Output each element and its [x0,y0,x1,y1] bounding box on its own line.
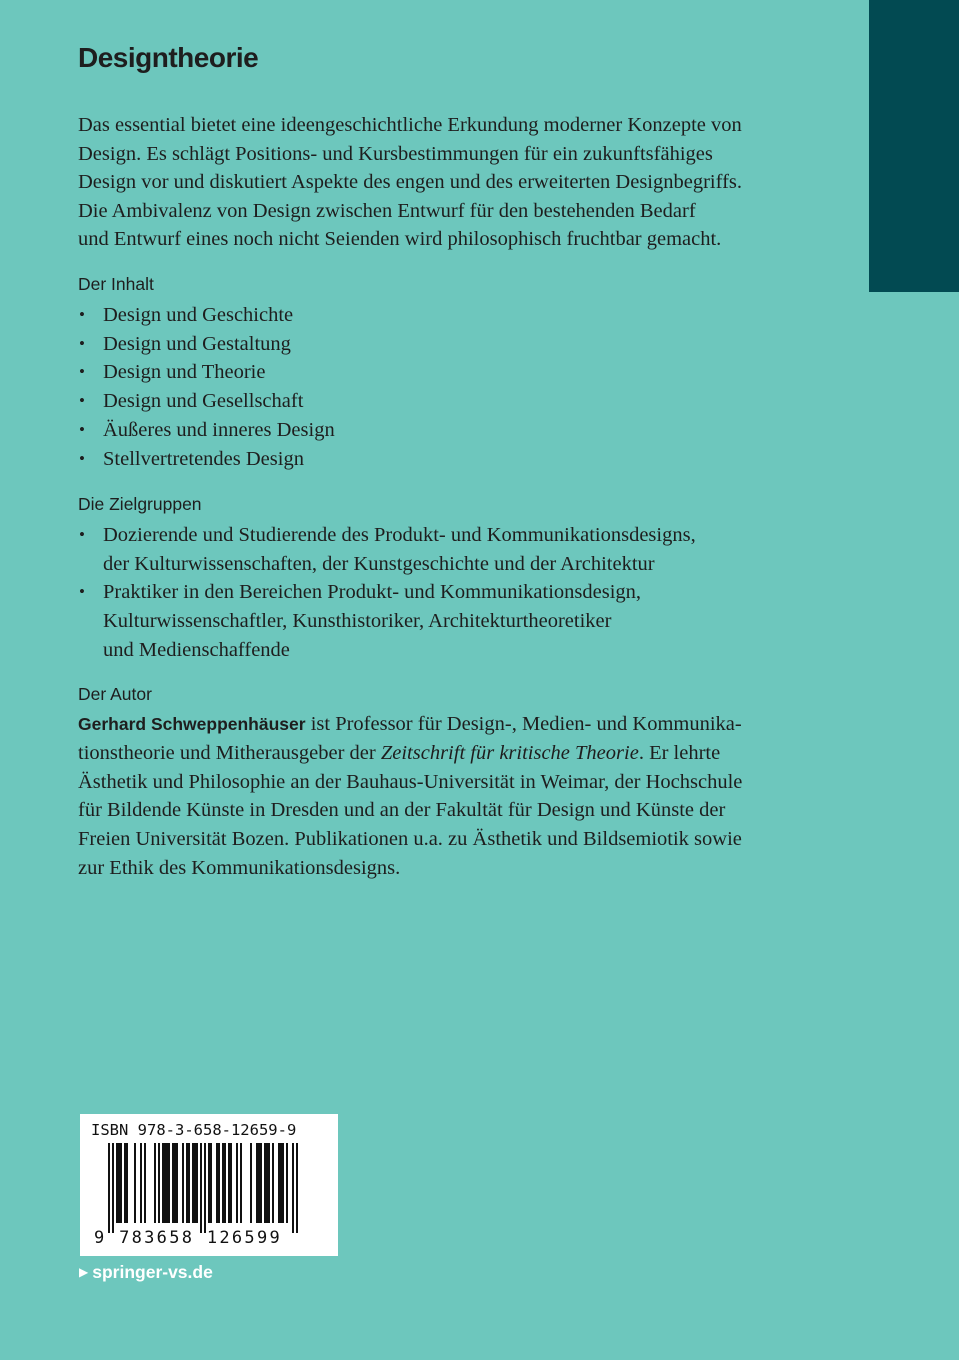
author-heading: Der Autor [78,684,152,704]
audience-item-line: der Kulturwissenschaften, der Kunstgeschichte und der Architektur [103,552,655,575]
barcode-bar [218,1143,220,1223]
author-bio-text: ist Professor für Design-, Medien- und Kommunika- [305,713,742,735]
contents-heading: Der Inhalt [78,274,154,294]
barcode-bar [116,1143,118,1223]
author-bio-line: zur Ethik des Kommunikationsdesigns. [78,856,401,879]
barcode-bar [120,1143,122,1223]
author-bio-line: Ästhetik und Philosophie an der Bauhaus-Universität in Weimar, der Hochschule [78,770,743,793]
description-line: und Entwurf eines noch nicht Seienden wird philosophisch fruchtbar gemacht. [78,228,722,251]
bullet-icon: • [79,448,85,468]
barcode-bar [230,1143,232,1223]
bullet-icon: • [79,525,85,544]
accent-bar [869,0,959,292]
author-name: Gerhard Schweppenhäuser [78,714,306,734]
audience-item-line: Dozierende und Studierende des Produkt- und Kommunikationsdesigns, [103,524,696,546]
barcode-bar [118,1143,120,1223]
barcode-bar [196,1143,198,1223]
barcode-bar [162,1143,164,1223]
audience-item [78,521,696,578]
barcode-bar [192,1143,194,1223]
barcode-bar [216,1143,218,1223]
book-description [78,111,798,254]
barcode-bar [292,1143,294,1233]
bullet-icon: • [79,362,85,382]
barcode-bar [236,1143,238,1223]
contents-item-text: Stellvertretendes Design [103,447,304,470]
barcode-bar [222,1143,224,1223]
contents-item-text: Äußeres und inneres Design [103,418,335,441]
author-bio-line: für Bildende Künste in Dresden und an der Fakultät für Design und Künste der [78,799,726,822]
barcode-bar [268,1143,270,1223]
description-line: Das essential bietet eine ideengeschichtliche Erkundung moderner Konzepte von [78,114,742,136]
audience-item [78,578,696,664]
barcode-bar [186,1143,188,1223]
audience-list [78,521,696,665]
contents-item [78,330,335,359]
contents-item [78,416,335,445]
bullet-icon: • [79,419,85,439]
barcode-bar [264,1143,266,1223]
bullet-icon: • [79,582,85,602]
barcode-bar [278,1143,280,1223]
author-bio-line: Freien Universität Bozen. Publikationen u.a. zu Ästhetik und Bildsemiotik sowie [78,828,742,851]
barcode-bar [174,1143,176,1223]
barcode-bar [154,1143,156,1223]
barcode-bar [172,1143,174,1223]
audience-heading: Die Zielgruppen [78,494,202,514]
author-bio-text: tionstheorie und Mitherausgeber der [78,741,381,764]
publisher-website[interactable] [79,1262,213,1283]
contents-item-text: Design und Geschichte [103,304,294,326]
bullet-icon: • [79,305,85,324]
barcode-bar [188,1143,190,1223]
barcode-bar [140,1143,142,1223]
barcode-bar [256,1143,258,1223]
barcode-bar [208,1143,210,1223]
barcode-bar [200,1143,202,1233]
isbn-barcode [80,1114,338,1256]
barcode-bar [176,1143,178,1223]
barcode-bar [286,1143,288,1223]
barcode-bar [126,1143,128,1223]
barcode-bar [144,1143,146,1223]
website-text: springer-vs.de [92,1262,213,1282]
bullet-icon: • [79,333,85,353]
barcode-bar [240,1143,242,1223]
author-bio-line [78,710,798,739]
barcode-bar [134,1143,136,1223]
contents-item-text: Design und Gestaltung [103,332,291,355]
barcode-bar [224,1143,226,1223]
journal-title: Zeitschrift für kritische Theorie [380,741,639,764]
contents-item-text: Design und Gesellschaft [103,390,304,413]
barcode-bar [266,1143,268,1223]
barcode-bar [164,1143,166,1223]
description-line: Design. Es schlägt Positions- und Kursbestimmungen für ein zukunftsfähiges [78,142,713,165]
description-line: Design vor und diskutiert Aspekte des engen und des erweiterten Designbegriffs. [78,171,743,194]
barcode-bar [250,1143,252,1223]
barcode-bar [260,1143,262,1223]
barcode-bar [204,1143,206,1233]
barcode-bar [112,1143,114,1233]
contents-item [78,387,335,416]
barcode-bar [280,1143,282,1223]
audience-item-line: und Medienschaffende [103,638,290,661]
barcode-bar [166,1143,168,1223]
barcode-bar [168,1143,170,1223]
barcode-bars [108,1143,313,1233]
contents-item [78,445,335,474]
contents-item [78,301,335,330]
ean-digits: 9 783658 126599 [94,1228,283,1248]
barcode-bar [158,1143,160,1223]
audience-item-line: Praktiker in den Bereichen Produkt- und Kommunikationsdesign, [103,581,642,604]
bullet-icon: • [79,391,85,411]
author-bio-line [78,739,798,768]
audience-item-line: Kulturwissenschaftler, Kunsthistoriker, Architekturtheoretiker [103,610,612,633]
barcode-bar [296,1143,298,1233]
barcode-bar [182,1143,184,1223]
book-title: Designtheorie [78,42,259,73]
isbn-label: ISBN 978-3-658-12659-9 [91,1121,297,1139]
barcode-bar [108,1143,110,1233]
contents-list [78,301,335,473]
barcode-bar [194,1143,196,1223]
barcode-bar [124,1143,126,1223]
barcode-bar [258,1143,260,1223]
barcode-bar [282,1143,284,1223]
barcode-bar [228,1143,230,1223]
description-line: Die Ambivalenz von Design zwischen Entwurf für den bestehenden Bedarf [78,199,696,222]
play-triangle-icon: ▶ [79,1265,89,1279]
contents-item [78,358,335,387]
author-bio-text: . Er lehrte [638,741,721,764]
author-bio [78,710,798,883]
barcode-bar [210,1143,212,1223]
barcode-bar [272,1143,274,1223]
contents-item-text: Design und Theorie [103,361,266,384]
